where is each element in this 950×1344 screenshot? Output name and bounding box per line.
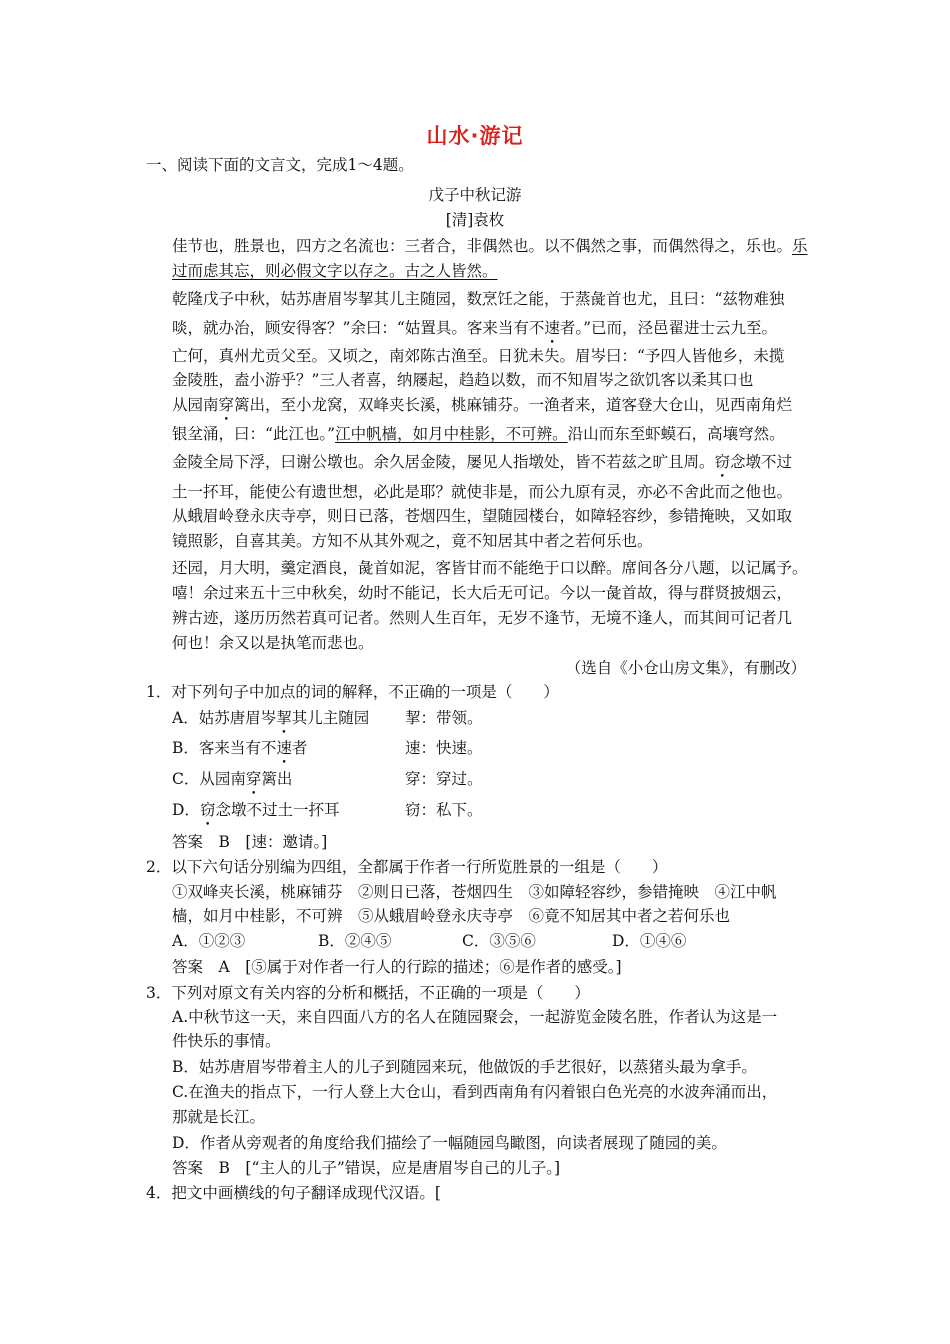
question-3-stem: 3．下列对原文有关内容的分析和概括，不正确的一项是（ ） — [146, 984, 590, 1002]
essay-author: [清]袁枚 — [445, 211, 505, 229]
q2-sentences-line: 樯，如月中桂影，不可辨 ⑤从蛾眉岭登永庆寺亭 ⑥竟不知居其中者之若何乐也 — [172, 907, 731, 925]
q1-option-a-gloss: 挈：带领。 — [405, 709, 483, 727]
underlined-sentence: 过而虑其忘，则必假文字以存之。古之人皆然。 — [172, 262, 498, 280]
q2-sentences-line: ①双峰夹长溪，桃麻铺芬 ②则日已落，苍烟四生 ③如障轻容纱，参错掩映 ④江中帆 — [172, 883, 777, 901]
q3-option-a-cont: 件快乐的事情。 — [172, 1032, 281, 1050]
dotted-word: 窃 — [199, 801, 216, 819]
passage-line: 金陵胜，盍小游乎？”三人者喜，纳屦起，趋趋以数，而不知眉岑之欲饥客以柔其口也 — [172, 371, 754, 389]
q2-choice-b: B．②④⑤ — [318, 932, 392, 950]
passage-line: 土一抔耳，能使公有遗世想，必此是耶？就使非是，而公九原有灵，亦必不舍此而之他也。 — [172, 483, 793, 501]
q1-option-d: D．窃念墩不过土一抔耳 — [172, 801, 340, 819]
q1-option-d-gloss: 窃：私下。 — [405, 801, 483, 819]
page-title: 山水·游记 — [426, 124, 524, 148]
q3-option-d: D．作者从旁观者的角度给我们描绘了一幅随园鸟瞰图，向读者展现了随园的美。 — [172, 1134, 727, 1152]
passage-line: 从蛾眉岭登永庆寺亭，则日已落，苍烟四生，望随园楼台，如障轻容纱，参错掩映，又如取 — [172, 507, 793, 525]
q2-answer: 答案 A [⑤属于对作者一行人的行踪的描述；⑥是作者的感受。] — [172, 958, 622, 976]
passage-line: 还园，月大明，羹定酒良，彘首如泥，客皆甘而不能绝于口以醉。席间各分八题，以记属予。 — [172, 559, 808, 577]
passage-line: 啖，就办治，顾安得客？”余曰：“姑置具。客来当有不速者。”已而，泾邑翟进士云九至。 — [172, 319, 778, 337]
passage-line: 镜照影，自喜其美。方知不从其外观之，竟不知居其中者之若何乐也。 — [172, 532, 653, 550]
passage-line: 亡何，真州尤贡父至。又顷之，南郊陈古渔至。日犹未失。眉岑曰：“予四人皆他乡，未揽 — [172, 347, 785, 365]
passage-line: 乾隆戊子中秋，姑苏唐眉岑挈其儿主随园，数烹饪之能，于蒸彘首也尤，且曰：“兹物难独 — [172, 290, 785, 308]
q1-option-c-gloss: 穿：穿过。 — [405, 770, 483, 788]
dotted-word: 穿 — [218, 396, 235, 414]
source-citation: （选自《小仓山房文集》，有删改） — [565, 659, 806, 677]
section-heading: 一、阅读下面的文言文，完成1～4题。 — [146, 156, 414, 174]
dotted-word: 穿 — [245, 770, 262, 788]
underlined-sentence: 江中帆樯，如月中桂影，不可辨。 — [335, 425, 568, 443]
question-2-stem: 2．以下六句话分别编为四组，全都属于作者一行所览胜景的一组是（ ） — [146, 858, 668, 876]
q1-answer: 答案 B [速：邀请。] — [172, 833, 328, 851]
passage-line: 金陵全局下浮，曰谢公墩也。余久居金陵，屡见人指墩处，皆不若兹之旷且周。窃念墩不过 — [172, 453, 793, 471]
dotted-word: 速 — [544, 319, 560, 337]
q3-answer: 答案 B [“主人的儿子”错误，应是唐眉岑自己的儿子。] — [172, 1159, 561, 1177]
question-4-stem: 4．把文中画横线的句子翻译成现代汉语。[ — [146, 1184, 441, 1202]
q1-option-c: C．从园南穿篱出 — [172, 770, 293, 788]
q3-option-b: B．姑苏唐眉岑带着主人的儿子到随园来玩，他做饭的手艺很好，以蒸猪头最为拿手。 — [172, 1058, 757, 1076]
dotted-word: 速 — [276, 739, 292, 757]
q2-choice-d: D．①④⑥ — [612, 932, 687, 950]
passage-line: 佳节也，胜景也，四方之名流也：三者合，非偶然也。以不偶然之事，而偶然得之，乐也。乐 — [172, 237, 808, 255]
question-1-stem: 1．对下列句子中加点的词的解释，不正确的一项是（ ） — [146, 683, 559, 701]
q3-option-c-cont: 那就是长江。 — [172, 1108, 266, 1126]
dotted-word: 窃 — [714, 453, 731, 471]
q3-option-c: C.在渔夫的指点下，一行人登上大仓山，看到西南角有闪着银白色光亮的水波奔涌而出， — [172, 1083, 778, 1101]
essay-title: 戊子中秋记游 — [428, 186, 522, 204]
q2-choice-a: A．①②③ — [172, 932, 246, 950]
q1-option-b: B．客来当有不速者 — [172, 739, 308, 757]
q2-choice-c: C．③⑤⑥ — [462, 932, 536, 950]
passage-line: 银坌涌，曰：“此江也。”江中帆樯，如月中桂影，不可辨。沿山而东至虾蟆石，高壤穹然。 — [172, 425, 785, 443]
q1-option-a: A．姑苏唐眉岑挈其儿主随园 — [172, 709, 370, 727]
q3-option-a: A.中秋节这一天，来自四面八方的名人在随园聚会，一起游览金陵名胜，作者认为这是一 — [172, 1008, 778, 1026]
passage-line: 从园南穿篱出，至小龙窝，双峰夹长溪，桃麻铺芬。一渔者来，道客登大仓山，见西南角烂 — [172, 396, 793, 414]
passage-line: 何也！余又以是执笔而悲也。 — [172, 634, 374, 652]
passage-line: 嘻！余过来五十三中秋矣，幼时不能记，长大后无可记。今以一彘首故，得与群贤披烟云， — [172, 584, 793, 602]
underlined-sentence: 乐 — [792, 237, 808, 255]
passage-line: 辨古迹，遂历历然若真可记者。然则人生百年，无岁不逢节，无境不逢人，而其间可记者几 — [172, 609, 793, 627]
dotted-word: 挈 — [276, 709, 292, 727]
passage-line — [172, 261, 498, 281]
q1-option-b-gloss: 速：快速。 — [405, 739, 483, 757]
